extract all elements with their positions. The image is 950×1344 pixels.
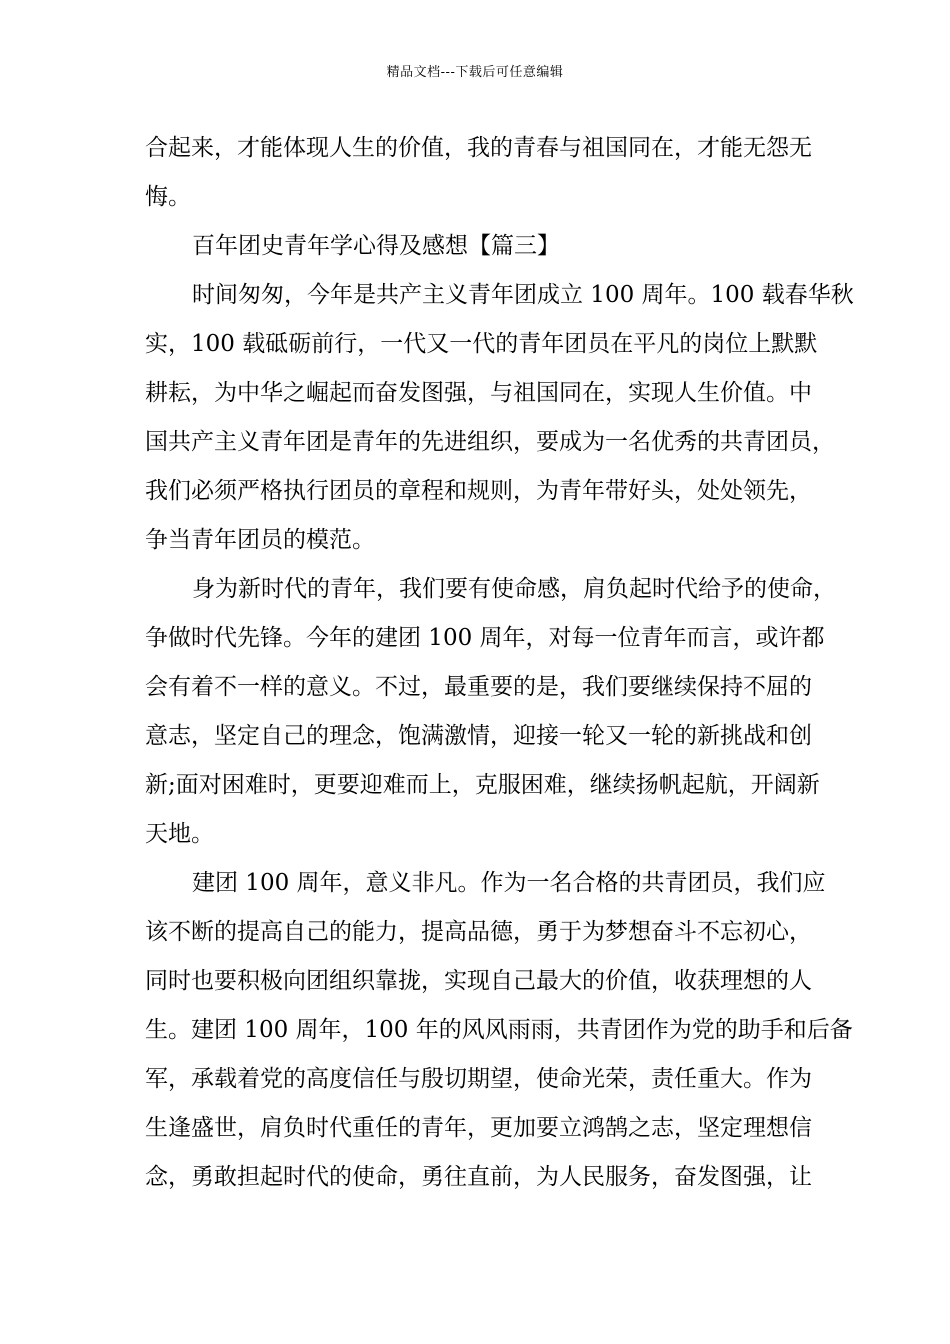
text-line: 新;面对困难时，更要迎难而上，克服困难，继续扬帆起航，开阔新 [145,772,820,798]
text-line: 军，承载着党的高度信任与殷切期望，使命光荣，责任重大。作为 [145,1066,812,1092]
text-line: 争当青年团员的模范。 [145,527,375,553]
paragraph-first-line: 建团 100 周年，意义非凡。作为一名合格的共青团员，我们应 [192,870,826,896]
text-line: 争做时代先锋。今年的建团 100 周年，对每一位青年而言，或许都 [145,625,825,651]
text-line: 生逢盛世，肩负时代重任的青年，更加要立鸿鹄之志，坚定理想信 [145,1115,812,1141]
text-line: 合起来，才能体现人生的价值，我的青春与祖国同在，才能无怨无 [145,135,812,161]
document-body [145,124,854,1202]
page-header: 精品文档---下载后可任意编辑 [386,65,564,80]
text-line: 念，勇敢担起时代的使命，勇往直前，为人民服务，奋发图强，让 [145,1164,812,1190]
text-line: 实，100 载砥砺前行，一代又一代的青年团员在平凡的岗位上默默 [145,331,818,357]
text-line: 悔。 [145,184,191,210]
paragraph-first-line: 身为新时代的青年，我们要有使命感，肩负起时代给予的使命， [192,576,836,602]
text-line: 同时也要积极向团组织靠拢，实现自己最大的价值，收获理想的人 [145,968,812,994]
text-line: 意志，坚定自己的理念，饱满激情，迎接一轮又一轮的新挑战和创 [145,723,812,749]
paragraph-first-line: 时间匆匆，今年是共产主义青年团成立 100 周年。100 载春华秋 [192,282,854,308]
section-heading: 百年团史青年学心得及感想【篇三】 [192,233,560,259]
text-line: 天地。 [145,821,214,847]
text-line: 会有着不一样的意义。不过，最重要的是，我们要继续保持不屈的 [145,674,812,700]
text-line: 国共产主义青年团是青年的先进组织，要成为一名优秀的共青团员， [145,429,835,455]
text-line: 该不断的提高自己的能力，提高品德，勇于为梦想奋斗不忘初心， [145,919,812,945]
text-line: 我们必须严格执行团员的章程和规则，为青年带好头，处处领先， [145,478,812,504]
text-line: 生。建团 100 周年，100 年的风风雨雨，共青团作为党的助手和后备 [145,1017,853,1043]
text-line: 耕耘，为中华之崛起而奋发图强，与祖国同在，实现人生价值。中 [145,380,812,406]
